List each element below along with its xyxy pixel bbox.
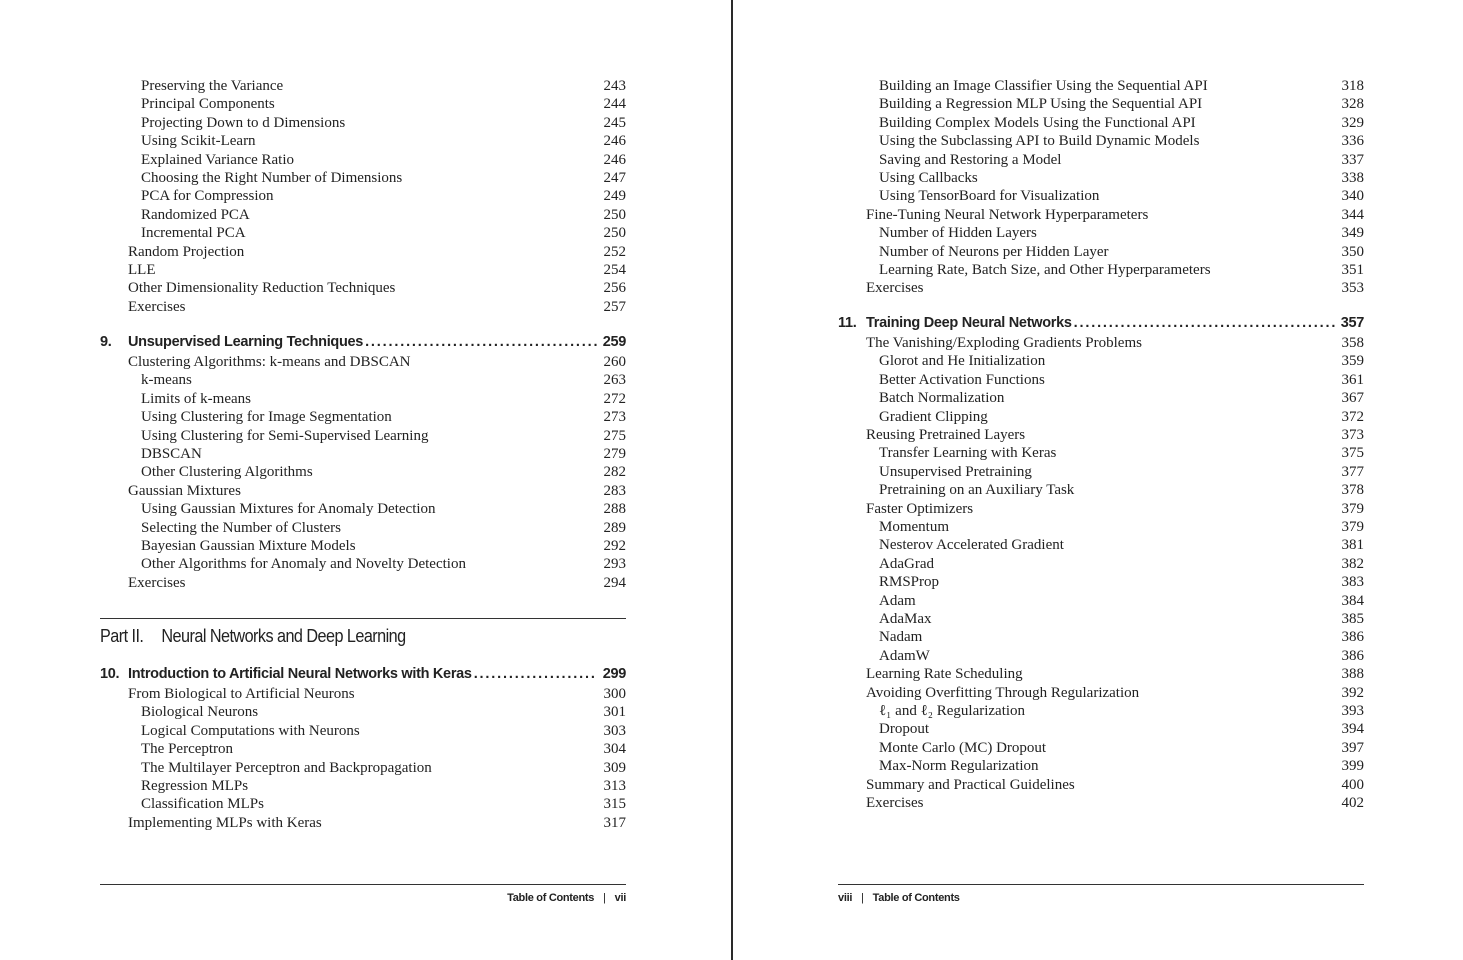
toc-entry-page: 275 [603,427,626,444]
toc-entry-page: 247 [603,170,626,186]
toc-entry[interactable] [100,261,626,279]
toc-entry[interactable] [838,720,1364,738]
toc-entry-page: 351 [1341,262,1364,278]
toc-entry-page: 250 [603,225,626,242]
toc-entry-title: Nesterov Accelerated Gradient [879,537,1064,554]
toc-entry-title: Randomized PCA [141,206,250,223]
footer-page-number: viii [838,892,853,904]
right-page [838,0,1364,960]
toc-entry[interactable] [100,740,626,758]
toc-entry[interactable] [838,592,1364,610]
toc-entry[interactable] [838,463,1364,481]
toc-entry-page: 349 [1341,225,1364,242]
toc-entry-page: 361 [1341,371,1364,388]
toc-entry[interactable] [100,814,626,832]
toc-entry[interactable] [100,224,626,242]
toc-entry-page: 385 [1341,611,1364,627]
toc-entry-page: 375 [1341,445,1364,462]
toc-entry-title: ℓ₁ and ℓ₂ Regularization [879,703,1026,719]
chapter-title: Training Deep Neural Networks [866,315,1072,331]
toc-entry-title: Random Projection [128,243,245,260]
toc-entry-page: 399 [1341,758,1364,775]
toc-entry-page: 252 [603,243,626,260]
toc-entry[interactable] [100,555,626,573]
toc-entry[interactable] [838,408,1364,426]
toc-entry-title: Avoiding Overfitting Through Regularization [866,684,1140,701]
toc-entry-title: Using TensorBoard for Visualization [879,188,1100,205]
toc-entry-page: 318 [1341,78,1364,94]
toc-entry-title: RMSProp [879,574,940,591]
toc-entry-title: Bayesian Gaussian Mixture Models [141,538,356,554]
toc-entry[interactable] [100,685,626,703]
toc-entry[interactable] [838,151,1364,169]
toc-entry-page: 294 [603,574,626,591]
toc-entry-page: 378 [1341,482,1364,499]
toc-entry-page: 317 [603,814,626,831]
toc-entry-title: Building an Image Classifier Using the Sequential API [879,78,1208,94]
toc-entry[interactable] [100,187,626,205]
chapter-page: 299 [602,666,626,682]
toc-entry-page: 256 [603,280,626,297]
chapter-number: 11. [838,315,857,331]
toc-entry-title: Summary and Practical Guidelines [866,776,1075,793]
toc-entry[interactable] [100,169,626,187]
chapter-number: 10. [100,666,120,682]
toc-entry[interactable] [838,757,1364,775]
toc-entry[interactable] [838,444,1364,462]
toc-entry[interactable] [838,573,1364,591]
toc-entry[interactable] [838,739,1364,757]
toc-entry-page: 263 [603,372,626,389]
toc-entry-page: 367 [1341,390,1364,407]
toc-entry-title: Nadam [879,629,923,646]
toc-entry[interactable] [838,684,1364,702]
toc-entry-title: Preserving the Variance [141,78,284,94]
toc-entry-title: AdaMax [879,611,932,627]
toc-entry-title: Other Clustering Algorithms [141,464,313,481]
toc-entry-page: 303 [603,722,626,739]
toc-entry-page: 245 [603,114,626,131]
toc-entry[interactable] [838,279,1364,297]
toc-entry-title: Gradient Clipping [879,408,988,425]
toc-entry-title: Exercises [128,574,186,591]
toc-entry[interactable] [100,279,626,297]
part-label: Part II. [100,626,144,646]
toc-entry-title: Number of Hidden Layers [879,225,1037,242]
footer-page-number: vii [614,892,626,904]
toc-entry-page: 386 [1341,647,1364,664]
toc-entry-title: Faster Optimizers [866,500,974,517]
toc-entry-title: Selecting the Number of Clusters [141,519,341,536]
chapter-page: 357 [1340,315,1364,331]
toc-entry[interactable] [838,261,1364,279]
toc-entry-title: Better Activation Functions [879,371,1045,388]
toc-entry-title: AdaGrad [879,555,934,572]
toc-entry[interactable] [100,371,626,389]
toc-entry-page: 250 [603,206,626,223]
toc-entry-title: Classification MLPs [141,796,264,813]
toc-entry-title: PCA for Compression [141,188,274,205]
chapter-number: 9. [100,334,112,350]
toc-entry-title: Pretraining on an Auxiliary Task [879,482,1075,499]
toc-entry-title: Using the Subclassing API to Build Dynamic Models [879,133,1200,150]
toc-entry-title: From Biological to Artificial Neurons [128,686,355,702]
toc-entry[interactable] [100,206,626,224]
toc-entry-title: Regression MLPs [141,778,249,794]
page-footer [507,890,626,906]
toc-entry-title: The Vanishing/Exploding Gradients Problems [866,335,1142,351]
toc-entry-title: Building a Regression MLP Using the Sequential API [879,96,1203,113]
page-footer [838,890,960,906]
chapter-title: Introduction to Artificial Neural Networks with Keras [128,666,472,682]
toc-entry-title: Clustering Algorithms: k-means and DBSCAN [128,354,411,370]
toc-entry[interactable] [100,77,626,95]
toc-entry[interactable] [838,77,1364,95]
toc-entry-page: 304 [603,741,626,758]
toc-entry-page: 336 [1341,133,1364,150]
page-gutter-divider [731,0,733,960]
chapter-page: 259 [602,334,626,350]
toc-entry-page: 272 [603,390,626,407]
footer-separator: | [603,892,606,904]
toc-entry[interactable] [100,298,626,316]
toc-entry[interactable] [100,537,626,555]
chapter-title: Unsupervised Learning Techniques [128,334,364,350]
toc-entry-page: 397 [1341,739,1364,756]
toc-entry-title: Incremental PCA [141,225,246,242]
toc-entry-title: Using Scikit-Learn [141,133,256,150]
toc-entry-page: 292 [603,538,626,554]
toc-entry-title: Using Callbacks [879,170,978,186]
toc-entry-page: 246 [603,133,626,150]
toc-entry-title: DBSCAN [141,446,202,462]
toc-entry-title: Using Gaussian Mixtures for Anomaly Detection [141,501,436,518]
toc-entry-title: Biological Neurons [141,704,259,721]
toc-entry-page: 288 [603,501,626,518]
toc-entry-page: 344 [1341,206,1364,223]
toc-entry-title: Monte Carlo (MC) Dropout [879,739,1047,756]
toc-entry[interactable] [838,426,1364,444]
footer-rule [838,884,1364,885]
toc-entry[interactable] [838,187,1364,205]
toc-entry[interactable] [838,352,1364,370]
toc-entry-title: Reusing Pretrained Layers [866,427,1026,443]
toc-entry-page: 382 [1341,555,1364,572]
toc-entry-page: 372 [1341,408,1364,425]
toc-entry-page: 244 [603,96,626,113]
toc-entry-title: Explained Variance Ratio [141,151,295,168]
dot-leader [474,664,597,684]
toc-entry-page: 353 [1341,280,1364,297]
toc-entry-title: The Multilayer Perceptron and Backpropagation [141,759,432,776]
toc-entry-page: 243 [603,78,626,94]
toc-entry-page: 388 [1341,666,1364,683]
footer-separator: | [861,892,864,904]
toc-entry[interactable] [100,95,626,113]
part-divider-rule [100,618,626,619]
toc-entry-page: 249 [603,188,626,205]
toc-entry[interactable] [100,463,626,481]
toc-entry-title: Unsupervised Pretraining [879,463,1032,480]
toc-entry[interactable] [100,353,626,371]
toc-entry[interactable] [838,776,1364,794]
toc-entry[interactable] [838,665,1364,683]
toc-entry[interactable] [838,518,1364,536]
toc-entry-title: Fine-Tuning Neural Network Hyperparameters [866,206,1149,223]
toc-entry-title: Learning Rate Scheduling [866,666,1023,683]
toc-entry-title: Max-Norm Regularization [879,758,1039,775]
toc-entry-title: Logical Computations with Neurons [141,722,360,739]
toc-entry-title: Adam [879,592,916,609]
toc-entry[interactable] [838,628,1364,646]
toc-entry-page: 283 [603,482,626,499]
toc-entry-page: 293 [603,556,626,573]
toc-entry-page: 340 [1341,188,1364,205]
toc-entry[interactable] [100,408,626,426]
toc-entry-title: k-means [141,372,192,389]
toc-entry-title: Exercises [866,795,924,811]
toc-entry-title: Choosing the Right Number of Dimensions [141,170,403,186]
toc-entry-page: 301 [603,704,626,721]
toc-entry-page: 386 [1341,629,1364,646]
toc-entry-title: Implementing MLPs with Keras [128,814,322,831]
toc-entry[interactable] [100,482,626,500]
toc-entry[interactable] [100,519,626,537]
footer-label: Table of Contents [872,892,960,904]
toc-entry-title: Batch Normalization [879,390,1005,407]
toc-entry-page: 393 [1341,703,1364,719]
toc-entry-title: Building Complex Models Using the Functional API [879,114,1196,131]
toc-entry-title: Exercises [866,280,924,297]
toc-entry-page: 254 [603,262,626,278]
toc-entry-title: Limits of k-means [141,390,251,407]
toc-entry[interactable] [100,132,626,150]
toc-entry[interactable] [838,500,1364,518]
toc-entry-title: Learning Rate, Batch Size, and Other Hyperparameters [879,262,1211,278]
toc-entry[interactable] [100,427,626,445]
toc-entry-page: 279 [603,446,626,462]
toc-entry[interactable] [100,390,626,408]
toc-entry-page: 313 [603,778,626,794]
toc-entry-page: 273 [603,409,626,426]
toc-entry-title: Saving and Restoring a Model [879,151,1062,168]
toc-entry[interactable] [838,243,1364,261]
toc-entry[interactable] [100,151,626,169]
dot-leader [1074,313,1335,333]
toc-entry[interactable] [100,445,626,463]
toc-chapter-11[interactable] [838,313,1364,333]
toc-entry-page: 337 [1341,151,1364,168]
toc-entry-title: Exercises [128,298,186,315]
toc-entry-title: Glorot and He Initialization [879,353,1046,370]
toc-entry-page: 338 [1341,170,1364,186]
toc-entry-page: 394 [1341,721,1364,738]
toc-entry-page: 300 [603,686,626,702]
toc-entry-page: 402 [1341,795,1364,811]
toc-entry-title: Using Clustering for Image Segmentation [141,409,392,426]
toc-entry[interactable] [838,536,1364,554]
toc-chapter-10[interactable] [100,664,626,684]
toc-entry-page: 282 [603,464,626,481]
toc-entry-title: Principal Components [141,96,275,113]
toc-entry[interactable] [838,132,1364,150]
toc-entry-title: Transfer Learning with Keras [879,445,1057,462]
toc-entry[interactable] [838,169,1364,187]
toc-entry-title: Gaussian Mixtures [128,482,241,499]
toc-entry[interactable] [100,795,626,813]
part-heading[interactable] [100,624,406,648]
toc-entry[interactable] [838,114,1364,132]
toc-entry-page: 350 [1341,243,1364,260]
toc-entry-title: Momentum [879,519,949,535]
toc-entry-page: 384 [1341,592,1364,609]
toc-entry[interactable] [100,722,626,740]
toc-entry-page: 373 [1341,427,1364,443]
toc-entry-title: Dropout [879,721,929,738]
toc-entry[interactable] [838,95,1364,113]
toc-entry[interactable] [838,389,1364,407]
toc-entry-page: 358 [1341,335,1364,351]
toc-entry[interactable] [838,702,1364,720]
toc-entry[interactable] [838,334,1364,352]
toc-entry[interactable] [100,759,626,777]
toc-entry-title: Other Algorithms for Anomaly and Novelty Detection [141,556,466,573]
toc-entry[interactable] [100,114,626,132]
toc-entry-page: 260 [603,354,626,370]
toc-entry[interactable] [100,243,626,261]
toc-entry-page: 379 [1341,500,1364,517]
toc-entry-title: AdamW [879,647,930,664]
dot-leader [365,332,597,352]
toc-entry-page: 329 [1341,114,1364,131]
toc-entry-title: Other Dimensionality Reduction Techniques [128,280,396,297]
left-page [100,0,626,960]
toc-entry-page: 383 [1341,574,1364,591]
toc-entry-title: The Perceptron [141,741,234,758]
toc-entry-title: Using Clustering for Semi-Supervised Learning [141,427,429,444]
toc-entry-page: 359 [1341,353,1364,370]
toc-entry[interactable] [838,555,1364,573]
toc-entry-page: 377 [1341,463,1364,480]
footer-rule [100,884,626,885]
toc-entry-title: Projecting Down to d Dimensions [141,114,346,131]
toc-entry[interactable] [100,574,626,592]
toc-chapter-9[interactable] [100,332,626,352]
toc-entry[interactable] [838,481,1364,499]
toc-entry-page: 379 [1341,519,1364,535]
toc-entry[interactable] [100,703,626,721]
toc-entry[interactable] [838,371,1364,389]
toc-entry-page: 392 [1341,684,1364,701]
toc-entry-title: Number of Neurons per Hidden Layer [879,243,1109,260]
toc-entry-page: 246 [603,151,626,168]
toc-entry-page: 309 [603,759,626,776]
toc-entry-page: 315 [603,796,626,813]
toc-entry[interactable] [838,647,1364,665]
toc-entry[interactable] [838,610,1364,628]
toc-entry-title: LLE [128,262,156,278]
toc-entry-page: 400 [1341,776,1364,793]
toc-entry[interactable] [838,206,1364,224]
toc-entry-page: 257 [603,298,626,315]
toc-entry-page: 381 [1341,537,1364,554]
part-title: Neural Networks and Deep Learning [161,626,406,646]
toc-entry[interactable] [100,500,626,518]
toc-entry[interactable] [100,777,626,795]
toc-entry-page: 289 [603,519,626,536]
toc-entry[interactable] [838,224,1364,242]
toc-entry-page: 328 [1341,96,1364,113]
toc-entry[interactable] [838,794,1364,812]
footer-label: Table of Contents [507,892,595,904]
